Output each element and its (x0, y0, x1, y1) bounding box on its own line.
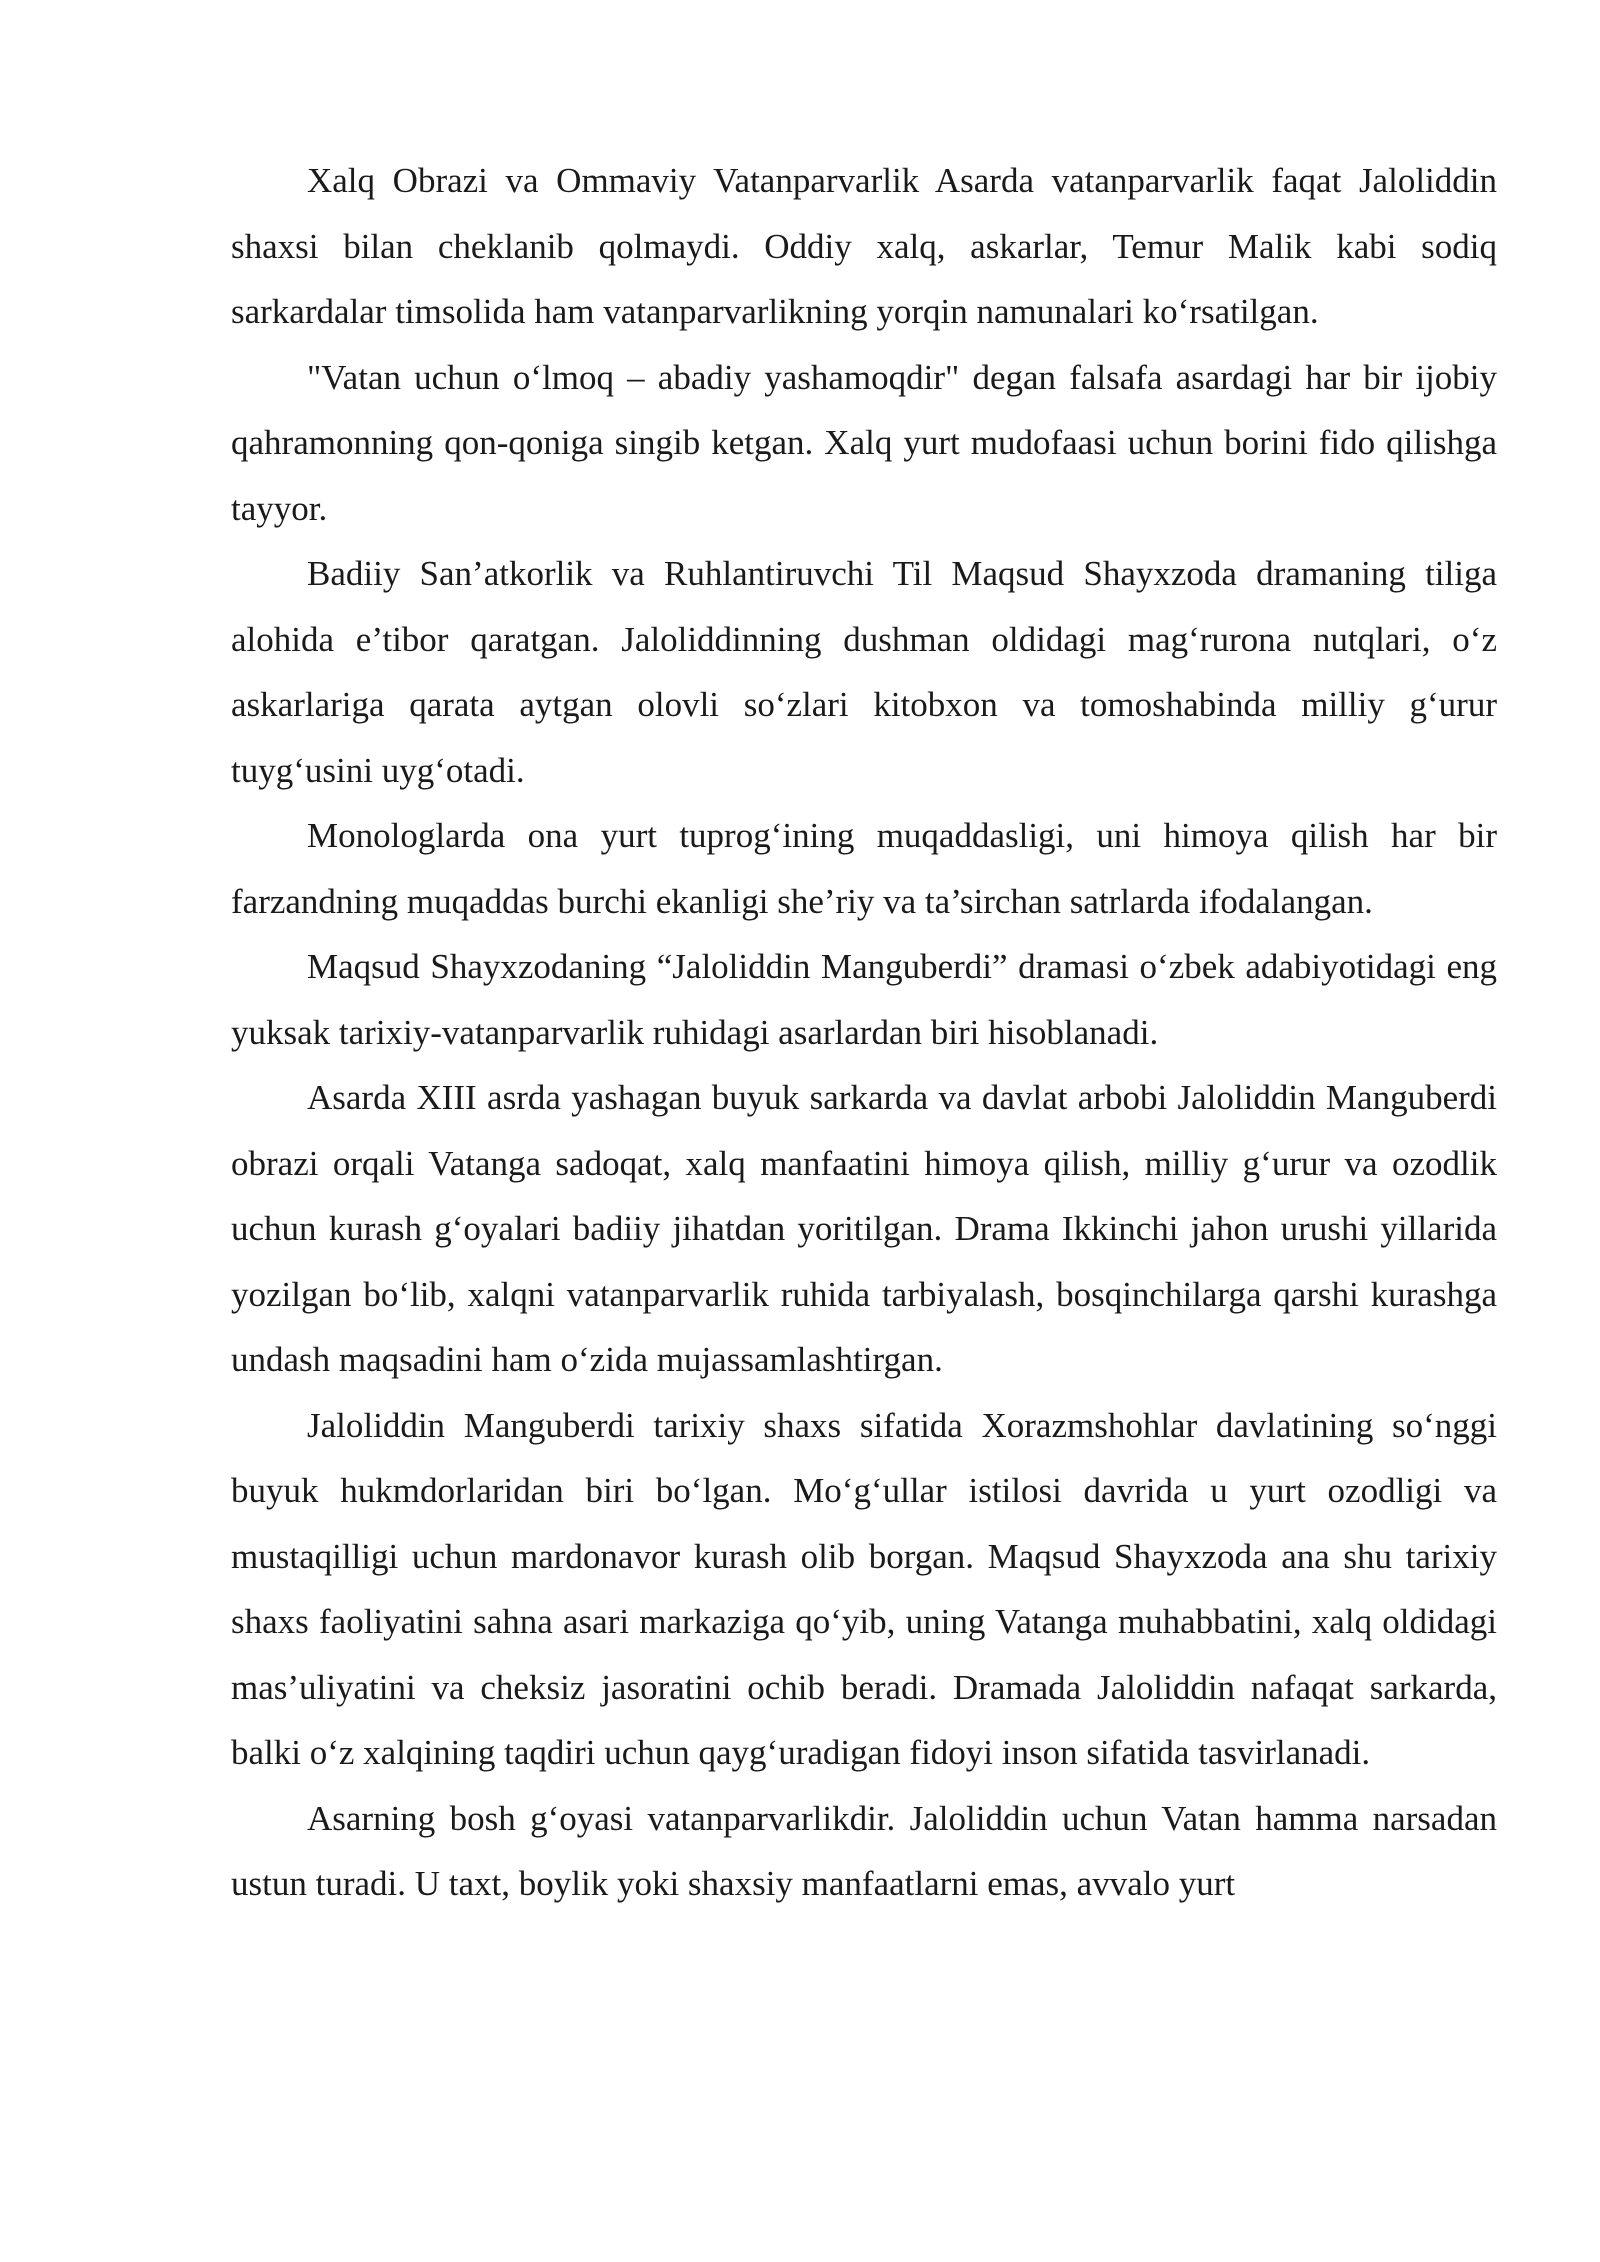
document-body (231, 148, 1497, 1917)
paragraph: Asarning bosh gʻoyasi vatanparvarlikdir. Jaloliddin uchun Vatan hamma narsadan ustun turadi. U taxt, boylik yoki shaxsiy manfaatlarni emas, avvalo yurt (231, 1798, 1497, 1903)
paragraph: "Vatan uchun oʻlmoq – abadiy yashamoqdir" degan falsafa asardagi har bir ijobiy qahramonning qon-qoniga singib ketgan. Xalq yurt mudofaasi uchun borini fido qilishga tayyor. (231, 357, 1497, 528)
paragraph: Asarda XIII asrda yashagan buyuk sarkarda va davlat arbobi Jaloliddin Manguberdi obrazi orqali Vatanga sadoqat, xalq manfaatini himoya qilish, milliy gʻurur va ozodlik uchun kurash gʻoyalari badiiy jihatdan yoritilgan. Drama Ikkinchi jahon urushi yillarida yozilgan boʻlib, xalqni vatanparvarlik ruhida tarbiyalash, bosqinchilarga qarshi kurashga undash maqsadini ham oʻzida mujassamlashtirgan. (231, 1078, 1497, 1379)
paragraph: Monologlarda ona yurt tuprogʻining muqaddasligi, uni himoya qilish har bir farzandning muqaddas burchi ekanligi she’riy va ta’sirchan satrlarda ifodalangan. (231, 816, 1497, 921)
paragraph: Badiiy San’atkorlik va Ruhlantiruvchi Til Maqsud Shayxzoda dramaning tiliga alohida e’tibor qaratgan. Jaloliddinning dushman oldidagi magʻrurona nutqlari, oʻz askarlariga qarata aytgan olovli soʻzlari kitobxon va tomoshabinda milliy gʻurur tuygʻusini uygʻotadi. (231, 554, 1497, 790)
paragraph: Maqsud Shayxzodaning “Jaloliddin Manguberdi” dramasi oʻzbek adabiyotidagi eng yuksak tarixiy-vatanparvarlik ruhidagi asarlardan biri hisoblanadi. (231, 947, 1497, 1052)
paragraph: Jaloliddin Manguberdi tarixiy shaxs sifatida Xorazmshohlar davlatining soʻnggi buyuk hukmdorlaridan biri boʻlgan. Moʻgʻullar istilosi davrida u yurt ozodligi va mustaqilligi uchun mardonavor kurash olib borgan. Maqsud Shayxzoda ana shu tarixiy shaxs faoliyatini sahna asari markaziga qoʻyib, uning Vatanga muhabbatini, xalq oldidagi mas’uliyatini va cheksiz jasoratini ochib beradi. Dramada Jaloliddin nafaqat sarkarda, balki oʻz xalqining taqdiri uchun qaygʻuradigan fidoyi inson sifatida tasvirlanadi. (231, 1405, 1497, 1772)
paragraph: Xalq Obrazi va Ommaviy Vatanparvarlik Asarda vatanparvarlik faqat Jaloliddin shaxsi bilan cheklanib qolmaydi. Oddiy xalq, askarlar, Temur Malik kabi sodiq sarkardalar timsolida ham vatanparvarlikning yorqin namunalari koʻrsatilgan. (231, 161, 1497, 331)
